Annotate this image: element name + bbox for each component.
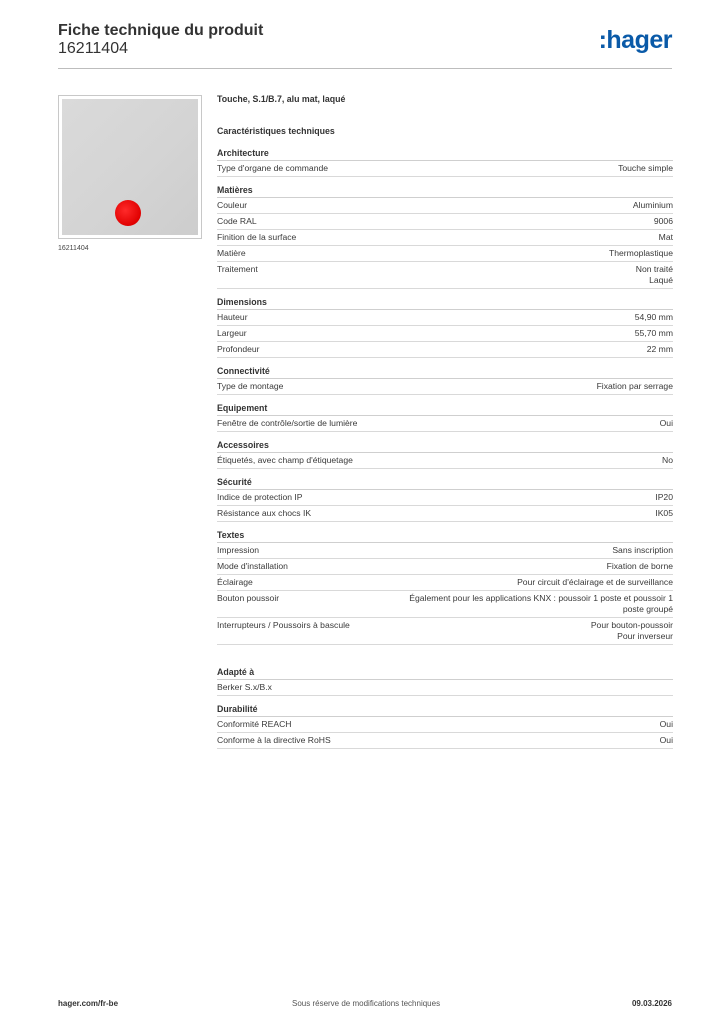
spec-row	[217, 246, 673, 262]
spec-value	[263, 577, 673, 588]
spec-group-title: Accessoires	[217, 440, 673, 453]
spec-value-line: IP20	[655, 492, 673, 502]
spec-value-line: Fixation par serrage	[596, 381, 673, 391]
spec-group	[217, 185, 673, 289]
spec-row	[217, 262, 673, 289]
spec-value	[360, 620, 673, 642]
spec-group	[217, 477, 673, 522]
spec-value-line: Touche simple	[618, 163, 673, 173]
spec-label: Berker S.x/B.x	[217, 682, 272, 692]
spec-value-line: Laqué	[649, 275, 673, 285]
spec-value	[267, 216, 673, 227]
spec-value-line: No	[662, 455, 673, 465]
spec-label: Traitement	[217, 264, 258, 274]
spec-label: Matière	[217, 248, 246, 258]
spec-value	[338, 163, 673, 174]
spec-label: Type de montage	[217, 381, 284, 391]
spec-value-line: 55,70 mm	[634, 328, 673, 338]
spec-group	[217, 440, 673, 469]
spec-value-line: 22 mm	[646, 344, 673, 354]
spec-group-title: Durabilité	[217, 704, 673, 717]
spec-row	[217, 198, 673, 214]
spec-row	[217, 506, 673, 522]
spec-row	[217, 591, 673, 618]
spec-value	[321, 508, 673, 519]
spec-groups	[217, 148, 673, 749]
spec-group	[217, 366, 673, 395]
spec-label: Finition de la surface	[217, 232, 297, 242]
spec-value-line: 54,90 mm	[634, 312, 673, 322]
spec-value	[257, 200, 673, 211]
spec-value-line: Pour inverseur	[617, 631, 673, 641]
spec-heading: Caractéristiques techniques	[217, 126, 335, 136]
spec-value	[298, 561, 673, 572]
footer-date: 09.03.2026	[631, 999, 672, 1008]
spec-value	[268, 264, 673, 286]
spec-group-title: Textes	[217, 530, 673, 543]
red-indicator-lens	[115, 200, 141, 226]
spec-value-line: Également pour les applications KNX : poussoir 1 poste et poussoir 1	[409, 593, 673, 603]
spec-value-line: poste groupé	[622, 604, 673, 614]
spec-row	[217, 680, 673, 696]
image-caption: 16211404	[58, 245, 89, 252]
spec-group-title: Architecture	[217, 148, 673, 161]
spec-value-line: Mat	[658, 232, 673, 242]
spec-value-line: Pour circuit d'éclairage et de surveillance	[517, 577, 673, 587]
spec-row	[217, 543, 673, 559]
spec-value	[306, 232, 673, 243]
product-image	[58, 95, 202, 239]
spec-row	[217, 161, 673, 177]
spec-value-line: Oui	[659, 418, 673, 428]
spec-label: Interrupteurs / Poussoirs à bascule	[217, 620, 350, 630]
spec-row	[217, 618, 673, 645]
spec-row	[217, 416, 673, 432]
spec-value	[256, 248, 673, 259]
spec-value	[341, 735, 673, 746]
spec-row	[217, 453, 673, 469]
spec-value	[313, 492, 673, 503]
spec-value	[257, 328, 673, 339]
spec-value	[289, 593, 673, 615]
spec-label: Éclairage	[217, 577, 253, 587]
spec-row	[217, 490, 673, 506]
spec-row	[217, 733, 673, 749]
spec-label: Conforme à la directive RoHS	[217, 735, 331, 745]
spec-label: Code RAL	[217, 216, 257, 226]
spec-value	[363, 455, 673, 466]
footer-notice: Sous réserve de modifications techniques	[292, 999, 441, 1008]
hager-logo: :hager	[598, 26, 672, 54]
spec-value-line: IK05	[655, 508, 673, 518]
spec-row	[217, 575, 673, 591]
spec-label: Mode d'installation	[217, 561, 288, 571]
spec-label: Couleur	[217, 200, 248, 210]
spec-label: Hauteur	[217, 312, 248, 322]
spec-label: Étiquetés, avec champ d'étiquetage	[217, 455, 353, 465]
spec-value-line: Oui	[659, 735, 673, 745]
spec-label: Largeur	[217, 328, 247, 338]
spec-value-line	[282, 682, 673, 693]
spec-row	[217, 214, 673, 230]
spec-row	[217, 326, 673, 342]
spec-value	[367, 418, 673, 429]
spec-group	[217, 667, 673, 696]
spec-label: Résistance aux chocs IK	[217, 508, 312, 518]
spec-value	[269, 545, 673, 556]
spec-value-line: Pour bouton-poussoir	[590, 620, 673, 630]
spec-row	[217, 559, 673, 575]
spec-label: Impression	[217, 545, 260, 555]
spec-content	[217, 94, 673, 749]
spec-label: Fenêtre de contrôle/sortie de lumière	[217, 418, 358, 428]
spec-group	[217, 704, 673, 749]
spec-value-line: Thermoplastique	[608, 248, 673, 258]
header-divider	[58, 68, 672, 69]
spec-value	[258, 312, 673, 323]
spec-row	[217, 230, 673, 246]
spec-value	[302, 719, 674, 730]
spec-value-line: Oui	[659, 719, 673, 729]
spec-label: Bouton poussoir	[217, 593, 280, 603]
spec-group-title: Sécurité	[217, 477, 673, 490]
spec-row	[217, 342, 673, 358]
spec-group	[217, 148, 673, 177]
spec-label: Profondeur	[217, 344, 260, 354]
spec-group	[217, 403, 673, 432]
spec-value	[293, 381, 673, 392]
spec-group-title: Connectivité	[217, 366, 673, 379]
spec-row	[217, 310, 673, 326]
spec-value-line: Non traité	[635, 264, 673, 274]
spec-value-line: Sans inscription	[612, 545, 673, 555]
product-name: Touche, S.1/B.7, alu mat, laqué	[217, 94, 346, 104]
spec-group-title: Equipement	[217, 403, 673, 416]
spec-row	[217, 717, 673, 733]
spec-value-line: Aluminium	[632, 200, 673, 210]
spec-row	[217, 379, 673, 395]
spec-group-title: Matières	[217, 185, 673, 198]
spec-value-line: Fixation de borne	[606, 561, 673, 571]
spec-label: Type d'organe de commande	[217, 163, 329, 173]
spec-group-title: Adapté à	[217, 667, 673, 680]
spec-group	[217, 297, 673, 358]
spec-value	[270, 344, 673, 355]
spec-group-title: Dimensions	[217, 297, 673, 310]
footer-website[interactable]: hager.com/fr-be	[58, 999, 119, 1008]
spec-label: Indice de protection IP	[217, 492, 303, 502]
document-number: 16211404	[58, 40, 128, 57]
spec-value-line: 9006	[653, 216, 673, 226]
spec-label: Conformité REACH	[217, 719, 292, 729]
spec-group	[217, 530, 673, 645]
spec-value	[282, 682, 673, 693]
document-title: Fiche technique du produit	[58, 22, 264, 39]
